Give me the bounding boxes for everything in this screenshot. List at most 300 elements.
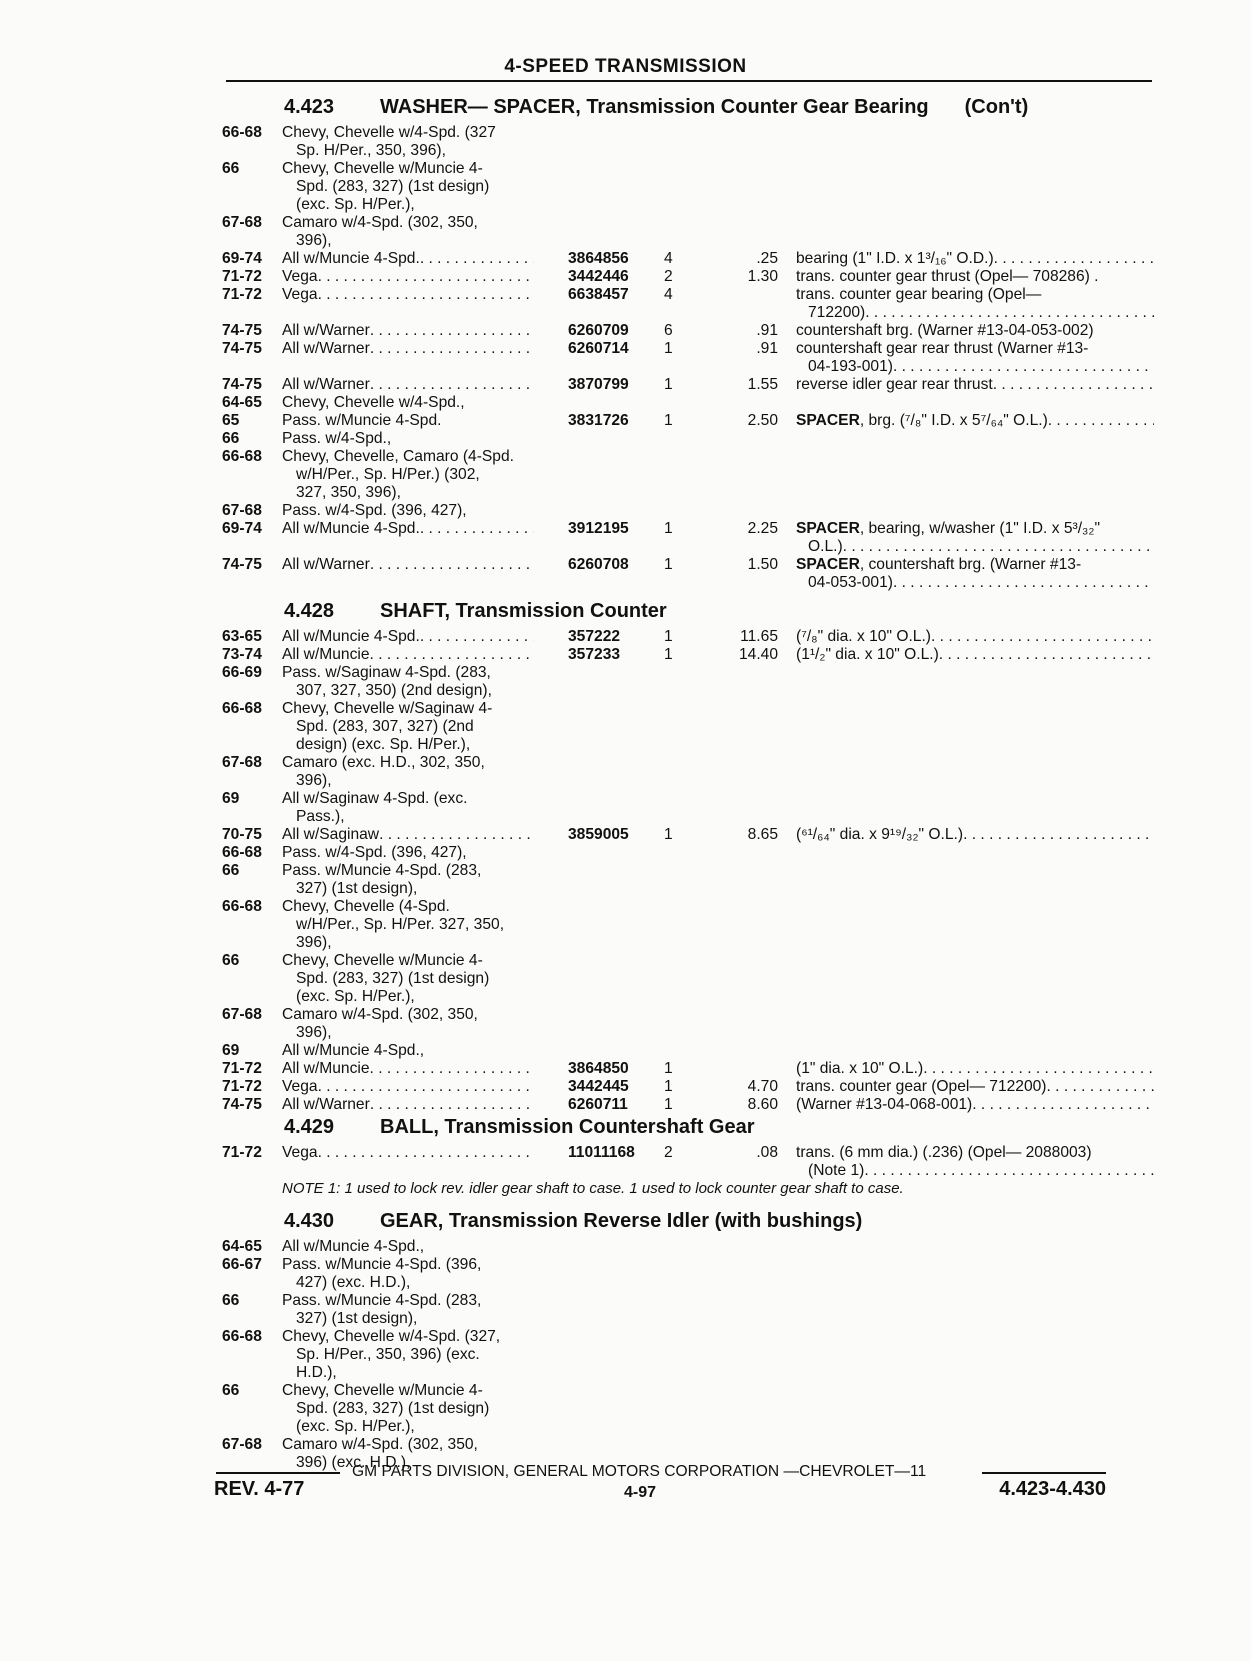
application-text: Camaro (exc. H.D., 302, 350, bbox=[282, 754, 485, 771]
price: .25 bbox=[756, 250, 778, 267]
application-text: 396), bbox=[296, 232, 332, 249]
description bbox=[796, 556, 1154, 592]
description bbox=[796, 322, 1154, 340]
application-line bbox=[282, 898, 534, 916]
model-years: 66-68 bbox=[222, 700, 262, 717]
section-heading bbox=[222, 1116, 1152, 1144]
description-text: countershaft brg. (Warner #13-04-053-002) bbox=[796, 322, 1094, 339]
description bbox=[796, 268, 1154, 286]
application-line bbox=[282, 124, 534, 142]
application-line bbox=[282, 1060, 534, 1078]
application-text: Sp. H/Per., 350, 396), bbox=[296, 142, 446, 159]
description bbox=[796, 1144, 1154, 1180]
description-line bbox=[796, 556, 1154, 574]
application-text: Pass. w/4-Spd. (396, 427), bbox=[282, 844, 467, 861]
model-years: 67-68 bbox=[222, 502, 262, 519]
application-text: Pass. w/Muncie 4-Spd. (283, bbox=[282, 862, 482, 879]
application bbox=[282, 628, 534, 646]
parts-row bbox=[222, 412, 1152, 430]
model-years: 66 bbox=[222, 1382, 240, 1399]
leader-dots bbox=[318, 268, 534, 286]
price: 1.30 bbox=[747, 268, 778, 285]
model-years: 74-75 bbox=[222, 1096, 262, 1113]
application-text: H.D.), bbox=[296, 1364, 337, 1381]
model-years: 66-69 bbox=[222, 664, 262, 681]
model-years: 66 bbox=[222, 430, 240, 447]
description-line bbox=[796, 376, 1154, 394]
application-text: Pass. w/Muncie 4-Spd. bbox=[282, 412, 442, 429]
application-text: Camaro w/4-Spd. (302, 350, bbox=[282, 214, 478, 231]
application bbox=[282, 664, 534, 700]
application-text: w/H/Per., Sp. H/Per.) (302, bbox=[296, 466, 480, 483]
application-line bbox=[282, 322, 534, 340]
application-line bbox=[282, 142, 534, 160]
quantity: 4 bbox=[664, 250, 673, 267]
application-line bbox=[282, 646, 534, 664]
parts-catalog-content bbox=[222, 96, 1152, 1480]
price: 8.60 bbox=[747, 1096, 778, 1113]
description-line bbox=[796, 322, 1154, 340]
application bbox=[282, 214, 534, 250]
application bbox=[282, 520, 534, 538]
description-text: (1¹/₂" dia. x 10" O.L.) bbox=[796, 646, 939, 663]
section-title-text: WASHER— SPACER, Transmission Counter Gear Bearing bbox=[380, 96, 929, 118]
price: 11.65 bbox=[740, 628, 778, 645]
section-number: 4.423 bbox=[284, 96, 335, 118]
section-title-text: SHAFT, Transmission Counter bbox=[380, 600, 667, 622]
parts-row bbox=[222, 1042, 1152, 1060]
application-text: All w/Muncie 4-Spd. bbox=[282, 250, 420, 267]
application-line bbox=[282, 1364, 534, 1382]
quantity: 2 bbox=[664, 1144, 673, 1161]
application bbox=[282, 430, 534, 448]
application-text: 396), bbox=[296, 772, 332, 789]
description-text: reverse idler gear rear thrust bbox=[796, 376, 993, 393]
leader-dots bbox=[923, 1060, 1154, 1078]
description-line bbox=[796, 268, 1154, 286]
parts-row bbox=[222, 844, 1152, 862]
application-line bbox=[282, 1382, 534, 1400]
parts-row bbox=[222, 1096, 1152, 1114]
leader-dots bbox=[963, 826, 1154, 844]
application-line bbox=[282, 916, 534, 934]
description-line bbox=[796, 826, 1154, 844]
application-text: 396), bbox=[296, 1024, 332, 1041]
model-years: 69-74 bbox=[222, 520, 262, 537]
application-text: design) (exc. Sp. H/Per.), bbox=[296, 736, 471, 753]
application-line bbox=[282, 1328, 534, 1346]
part-number: 3864856 bbox=[568, 250, 629, 267]
application-text: All w/Muncie 4-Spd., bbox=[282, 1238, 425, 1255]
application-text: Spd. (283, 307, 327) (2nd bbox=[296, 718, 474, 735]
application-text: Spd. (283, 327) (1st design) bbox=[296, 970, 490, 987]
model-years: 71-72 bbox=[222, 268, 262, 285]
application-text: 307, 327, 350) (2nd design), bbox=[296, 682, 492, 699]
part-number: 3831726 bbox=[568, 412, 629, 429]
leader-dots bbox=[843, 538, 1154, 556]
section-heading bbox=[222, 1210, 1152, 1238]
leader-dots bbox=[370, 646, 534, 664]
application bbox=[282, 790, 534, 826]
description-text: (Note 1) bbox=[808, 1162, 865, 1179]
leader-dots bbox=[379, 826, 534, 844]
leader-dots bbox=[993, 376, 1154, 394]
leader-dots bbox=[420, 628, 534, 646]
model-years: 71-72 bbox=[222, 1144, 262, 1161]
leader-dots bbox=[893, 358, 1154, 376]
description-text: , countershaft brg. (Warner #13- bbox=[859, 556, 1082, 573]
model-years: 66-68 bbox=[222, 1328, 262, 1345]
application-text: All w/Muncie bbox=[282, 646, 370, 663]
application-text: Vega bbox=[282, 1078, 318, 1095]
parts-row bbox=[222, 826, 1152, 844]
application bbox=[282, 1256, 534, 1292]
application-text: Camaro w/4-Spd. (302, 350, bbox=[282, 1436, 478, 1453]
application-text: All w/Warner bbox=[282, 340, 370, 357]
description bbox=[796, 520, 1154, 556]
model-years: 70-75 bbox=[222, 826, 262, 843]
application-line bbox=[282, 1400, 534, 1418]
section-range: 4.423-4.430 bbox=[999, 1478, 1106, 1500]
application-line bbox=[282, 1436, 534, 1454]
application bbox=[282, 412, 534, 430]
model-years: 71-72 bbox=[222, 286, 262, 303]
application-text: All w/Muncie bbox=[282, 1060, 370, 1077]
application-line bbox=[282, 520, 534, 538]
description-text: trans. counter gear thrust (Opel— 708286) . bbox=[796, 268, 1099, 285]
application bbox=[282, 826, 534, 844]
price: .91 bbox=[756, 340, 778, 357]
quantity: 1 bbox=[664, 1060, 673, 1077]
description-line bbox=[796, 574, 1154, 592]
application-line bbox=[282, 502, 534, 520]
leader-dots bbox=[420, 520, 534, 538]
parts-row bbox=[222, 1382, 1152, 1436]
application-line bbox=[282, 466, 534, 484]
application-line bbox=[282, 1096, 534, 1114]
application-line bbox=[282, 340, 534, 358]
part-number: 6260711 bbox=[568, 1096, 628, 1113]
application bbox=[282, 862, 534, 898]
description bbox=[796, 826, 1154, 844]
parts-row bbox=[222, 700, 1152, 754]
application-line bbox=[282, 1006, 534, 1024]
description-text: 04-053-001) bbox=[808, 574, 893, 591]
description bbox=[796, 250, 1154, 268]
description bbox=[796, 286, 1154, 322]
application-text: Chevy, Chevelle (4-Spd. bbox=[282, 898, 450, 915]
quantity: 1 bbox=[664, 646, 673, 663]
parts-row bbox=[222, 214, 1152, 250]
quantity: 1 bbox=[664, 1096, 673, 1113]
quantity: 6 bbox=[664, 322, 673, 339]
description-line bbox=[796, 412, 1154, 430]
part-number: 6260708 bbox=[568, 556, 629, 573]
description-text: (⁶¹/₆₄" dia. x 9¹⁹/₃₂" O.L.) bbox=[796, 826, 964, 843]
application-line bbox=[282, 1256, 534, 1274]
application-line bbox=[282, 1238, 534, 1256]
section-number: 4.429 bbox=[284, 1116, 335, 1138]
application-text: Pass. w/Muncie 4-Spd. (283, bbox=[282, 1292, 482, 1309]
description-line bbox=[796, 538, 1154, 556]
application bbox=[282, 646, 534, 664]
part-number: 3442445 bbox=[568, 1078, 629, 1095]
part-number: 3870799 bbox=[568, 376, 629, 393]
model-years: 74-75 bbox=[222, 322, 262, 339]
description-text: 04-193-001) bbox=[808, 358, 893, 375]
model-years: 64-65 bbox=[222, 394, 262, 411]
application-text: Chevy, Chevelle w/4-Spd., bbox=[282, 394, 465, 411]
description bbox=[796, 376, 1154, 394]
application-line bbox=[282, 1292, 534, 1310]
section-heading bbox=[222, 96, 1152, 124]
leader-dots bbox=[318, 1078, 534, 1096]
application bbox=[282, 1382, 534, 1436]
application-line bbox=[282, 844, 534, 862]
application-line bbox=[282, 1078, 534, 1096]
model-years: 69-74 bbox=[222, 250, 262, 267]
model-years: 74-75 bbox=[222, 556, 262, 573]
parts-row bbox=[222, 754, 1152, 790]
application-text: All w/Saginaw 4-Spd. (exc. bbox=[282, 790, 468, 807]
description-keyword: SPACER bbox=[796, 520, 860, 537]
application bbox=[282, 322, 534, 340]
model-years: 69 bbox=[222, 1042, 240, 1059]
description-text: (⁷/₈" dia. x 10" O.L.) bbox=[796, 628, 931, 645]
application bbox=[282, 952, 534, 1006]
application bbox=[282, 754, 534, 790]
application-text: Spd. (283, 327) (1st design) bbox=[296, 178, 490, 195]
section-title bbox=[380, 96, 1028, 119]
description-line bbox=[796, 628, 1154, 646]
application-line bbox=[282, 232, 534, 250]
leader-dots bbox=[370, 1096, 534, 1114]
description-text: countershaft gear rear thrust (Warner #13- bbox=[796, 340, 1089, 357]
model-years: 71-72 bbox=[222, 1078, 262, 1095]
application-text: Pass. w/Saginaw 4-Spd. (283, bbox=[282, 664, 491, 681]
application-line bbox=[282, 1418, 534, 1436]
model-years: 66-67 bbox=[222, 1256, 262, 1273]
application-line bbox=[282, 970, 534, 988]
application-line bbox=[282, 1042, 534, 1060]
application bbox=[282, 502, 534, 520]
application-line bbox=[282, 484, 534, 502]
parts-row bbox=[222, 1006, 1152, 1042]
model-years: 66 bbox=[222, 862, 240, 879]
application-text: All w/Muncie 4-Spd., bbox=[282, 1042, 425, 1059]
quantity: 1 bbox=[664, 1078, 673, 1095]
application-text: 327) (1st design), bbox=[296, 1310, 418, 1327]
parts-row bbox=[222, 628, 1152, 646]
application bbox=[282, 898, 534, 952]
section-heading bbox=[222, 600, 1152, 628]
application bbox=[282, 250, 534, 268]
application-text: Camaro w/4-Spd. (302, 350, bbox=[282, 1006, 478, 1023]
description bbox=[796, 646, 1154, 664]
part-number: 357233 bbox=[568, 646, 621, 663]
quantity: 4 bbox=[664, 286, 673, 303]
application bbox=[282, 844, 534, 862]
description-keyword: SPACER bbox=[796, 556, 860, 573]
application bbox=[282, 340, 534, 358]
leader-dots bbox=[1047, 1078, 1154, 1096]
application-text: 396) (exc. H.D.), bbox=[296, 1454, 411, 1471]
application-text: Pass. w/4-Spd., bbox=[282, 430, 392, 447]
application-line bbox=[282, 664, 534, 682]
application-line bbox=[282, 718, 534, 736]
quantity: 1 bbox=[664, 340, 673, 357]
footer-text: GM PARTS DIVISION, GENERAL MOTORS CORPORATION —CHEVROLET—11 bbox=[352, 1463, 927, 1480]
application-text: 327) (1st design), bbox=[296, 880, 418, 897]
leader-dots bbox=[972, 1096, 1154, 1114]
section-title-text: BALL, Transmission Countershaft Gear bbox=[380, 1116, 755, 1138]
application-text: Vega bbox=[282, 286, 318, 303]
section-number: 4.428 bbox=[284, 600, 335, 622]
description bbox=[796, 340, 1154, 376]
application-line bbox=[282, 556, 534, 574]
model-years: 67-68 bbox=[222, 214, 262, 231]
application bbox=[282, 1328, 534, 1382]
application-line bbox=[282, 376, 534, 394]
model-years: 71-72 bbox=[222, 1060, 262, 1077]
parts-row bbox=[222, 286, 1152, 322]
leader-dots bbox=[318, 1144, 534, 1162]
description-line bbox=[796, 1144, 1154, 1162]
application-line bbox=[282, 988, 534, 1006]
quantity: 1 bbox=[664, 826, 673, 843]
application bbox=[282, 286, 534, 304]
application bbox=[282, 1144, 534, 1162]
application-line bbox=[282, 682, 534, 700]
description-text: (Warner #13-04-068-001) bbox=[796, 1096, 973, 1113]
application bbox=[282, 1060, 534, 1078]
leader-dots bbox=[370, 376, 534, 394]
description bbox=[796, 1078, 1154, 1096]
application bbox=[282, 700, 534, 754]
application-text: Vega bbox=[282, 268, 318, 285]
parts-row bbox=[222, 790, 1152, 826]
model-years: 67-68 bbox=[222, 1436, 262, 1453]
application-text: Chevy, Chevelle w/Muncie 4- bbox=[282, 160, 483, 177]
parts-row bbox=[222, 952, 1152, 1006]
leader-dots bbox=[370, 556, 534, 574]
section-title-text: GEAR, Transmission Reverse Idler (with bushings) bbox=[380, 1210, 863, 1232]
description-keyword: SPACER bbox=[796, 412, 860, 429]
application-line bbox=[282, 1144, 534, 1162]
description bbox=[796, 1060, 1154, 1078]
description-text: bearing (1" I.D. x 1³/₁₆" O.D.) bbox=[796, 250, 994, 267]
description-line bbox=[796, 286, 1154, 304]
application-text: Chevy, Chevelle w/Muncie 4- bbox=[282, 1382, 483, 1399]
application-text: 396), bbox=[296, 934, 332, 951]
application-text: All w/Warner bbox=[282, 1096, 370, 1113]
description bbox=[796, 628, 1154, 646]
application-line bbox=[282, 754, 534, 772]
part-number: 11011168 bbox=[568, 1144, 635, 1161]
parts-row bbox=[222, 898, 1152, 952]
parts-row bbox=[222, 1328, 1152, 1382]
parts-row bbox=[222, 430, 1152, 448]
application-line bbox=[282, 430, 534, 448]
application bbox=[282, 124, 534, 160]
application-text: Chevy, Chevelle w/4-Spd. (327, bbox=[282, 1328, 501, 1345]
description-line bbox=[796, 340, 1154, 358]
application-text: Chevy, Chevelle w/Muncie 4- bbox=[282, 952, 483, 969]
section-number: 4.430 bbox=[284, 1210, 335, 1232]
part-number: 6260709 bbox=[568, 322, 629, 339]
section-title bbox=[380, 1116, 755, 1139]
application bbox=[282, 1292, 534, 1328]
parts-row bbox=[222, 1256, 1152, 1292]
model-years: 65 bbox=[222, 412, 240, 429]
model-years: 66 bbox=[222, 952, 240, 969]
description-line bbox=[796, 1096, 1154, 1114]
model-years: 67-68 bbox=[222, 1006, 262, 1023]
model-years: 66 bbox=[222, 1292, 240, 1309]
model-years: 66-68 bbox=[222, 448, 262, 465]
footnote: NOTE 1: 1 used to lock rev. idler gear shaft to case. 1 used to lock counter gear shaft to case. bbox=[282, 1180, 904, 1197]
application-line bbox=[282, 790, 534, 808]
application-text: (exc. Sp. H/Per.), bbox=[296, 196, 415, 213]
application bbox=[282, 394, 534, 412]
price: .91 bbox=[756, 322, 778, 339]
section-title bbox=[380, 1210, 862, 1233]
application-text: 327, 350, 396), bbox=[296, 484, 401, 501]
leader-dots bbox=[370, 340, 534, 358]
application-line bbox=[282, 448, 534, 466]
application-line bbox=[282, 178, 534, 196]
description-text: trans. counter gear bearing (Opel— bbox=[796, 286, 1042, 303]
quantity: 1 bbox=[664, 412, 673, 429]
parts-row bbox=[222, 376, 1152, 394]
price: 1.55 bbox=[747, 376, 778, 393]
application-line bbox=[282, 1024, 534, 1042]
price: 14.40 bbox=[738, 646, 778, 663]
model-years: 74-75 bbox=[222, 340, 262, 357]
leader-dots bbox=[318, 286, 534, 304]
description-line bbox=[796, 304, 1154, 322]
application-text: Vega bbox=[282, 1144, 318, 1161]
description-line bbox=[796, 1078, 1154, 1096]
parts-row bbox=[222, 268, 1152, 286]
application-text: Spd. (283, 327) (1st design) bbox=[296, 1400, 490, 1417]
leader-dots bbox=[939, 646, 1154, 664]
description bbox=[796, 412, 1154, 430]
application-line bbox=[282, 1274, 534, 1292]
description-line bbox=[796, 1162, 1154, 1180]
model-years: 66 bbox=[222, 160, 240, 177]
model-years: 66-68 bbox=[222, 844, 262, 861]
part-number: 6638457 bbox=[568, 286, 629, 303]
parts-row bbox=[222, 1292, 1152, 1328]
leader-dots bbox=[370, 322, 534, 340]
application-line bbox=[282, 700, 534, 718]
leader-dots bbox=[931, 628, 1154, 646]
part-number: 6260714 bbox=[568, 340, 629, 357]
application-text: Sp. H/Per., 350, 396) (exc. bbox=[296, 1346, 480, 1363]
application bbox=[282, 1006, 534, 1042]
description-text: , bearing, w/washer (1" I.D. x 5³/₃₂" bbox=[859, 520, 1100, 537]
page-number: 4-97 bbox=[623, 1484, 657, 1501]
description-line bbox=[796, 1060, 1154, 1078]
application-text: All w/Warner bbox=[282, 556, 370, 573]
description-line bbox=[796, 358, 1154, 376]
model-years: 66-68 bbox=[222, 124, 262, 141]
parts-row bbox=[222, 124, 1152, 160]
application-text: All w/Warner bbox=[282, 322, 370, 339]
model-years: 63-65 bbox=[222, 628, 262, 645]
price: .08 bbox=[756, 1144, 778, 1161]
